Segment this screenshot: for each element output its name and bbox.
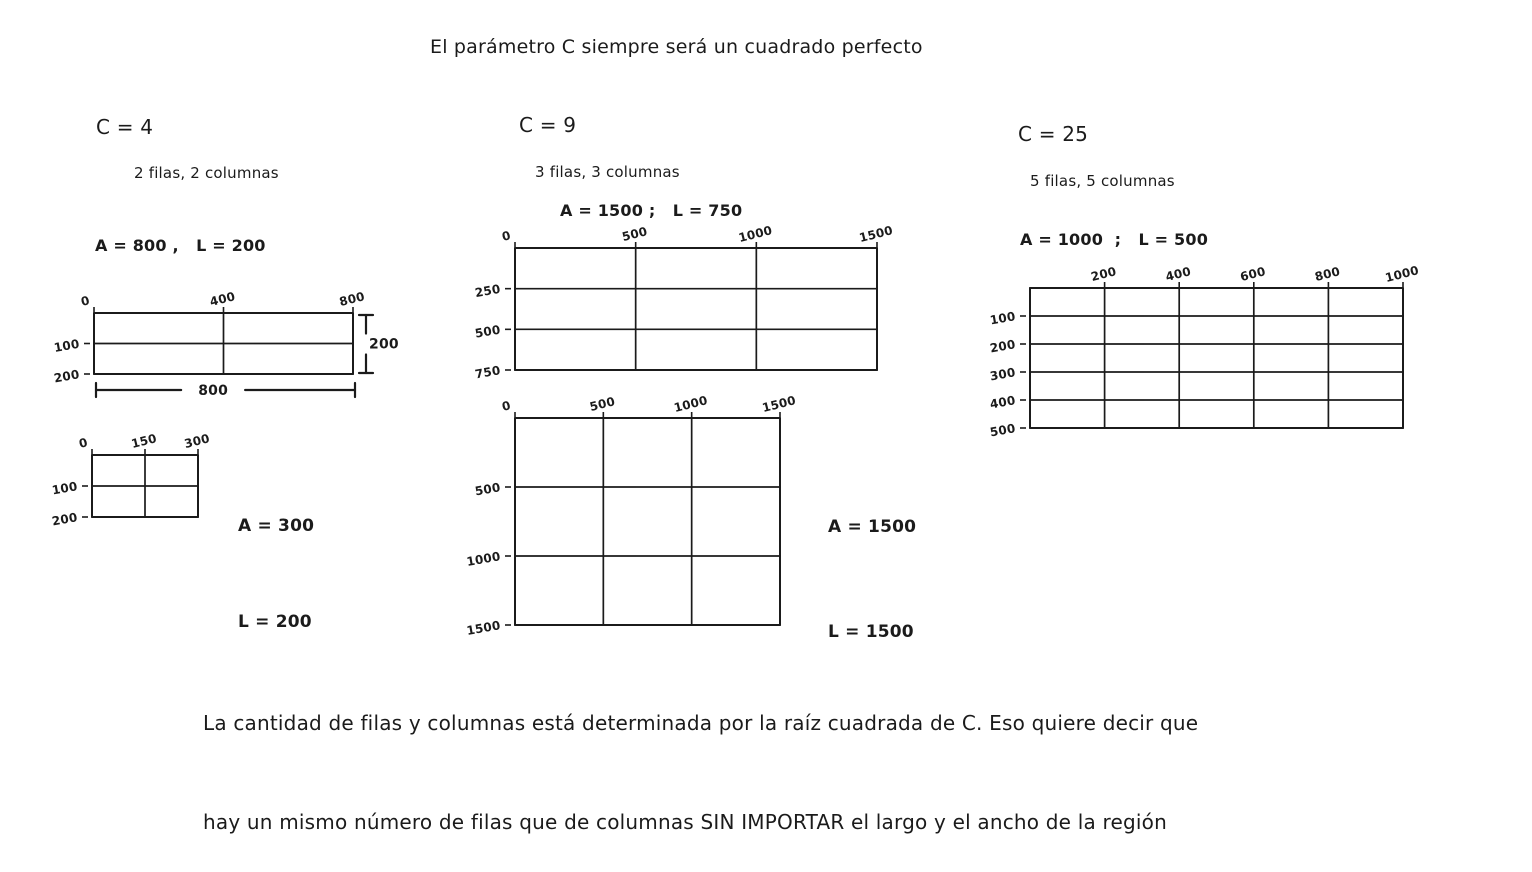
x-axis-tick-label: 600: [1238, 264, 1267, 285]
figure-c4-small: [51, 431, 211, 528]
section-c25-heading: C = 25: [1018, 122, 1089, 146]
x-axis-tick-label: 1500: [760, 393, 798, 416]
x-axis-tick-label: 0: [500, 228, 513, 244]
x-axis-tick-label: 500: [620, 224, 649, 245]
y-axis-tick-label: 200: [988, 337, 1017, 356]
section-c25-params: A = 1000 ; L = 500: [1020, 230, 1209, 249]
y-axis-tick-label: 250: [473, 281, 502, 301]
x-axis-tick-label: 1500: [857, 223, 895, 246]
x-axis-tick-label: 800: [1313, 264, 1342, 285]
x-axis-tick-label: 500: [588, 394, 617, 415]
x-axis-tick-label: 200: [1089, 264, 1118, 285]
x-axis-tick-label: 0: [500, 398, 513, 414]
y-axis-tick-label: 200: [52, 367, 81, 386]
y-axis-tick-label: 100: [50, 479, 79, 498]
section-c9-heading: C = 9: [519, 113, 577, 137]
width-dimension-label: 800: [198, 383, 229, 399]
x-axis-tick-label: 400: [208, 289, 237, 310]
page-title: El parámetro C siempre será un cuadrado perfecto: [430, 36, 923, 58]
section-c25-subheading: 5 filas, 5 columnas: [1030, 172, 1175, 190]
x-axis-tick-label: 1000: [672, 393, 709, 416]
section-c9-params: A = 1500 ; L = 750: [560, 201, 743, 220]
bottom-caption-line2: hay un mismo número de filas que de columnas SIN IMPORTAR el largo y el ancho de la región: [203, 810, 1167, 834]
x-axis-tick-label: 1000: [1383, 263, 1421, 286]
figure-c9-bottom: [465, 393, 797, 638]
y-axis-tick-label: 500: [473, 480, 502, 499]
y-axis-tick-label: 500: [473, 322, 502, 341]
x-axis-tick-label: 1000: [737, 223, 774, 246]
x-axis-tick-label: 400: [1164, 264, 1193, 285]
y-axis-tick-label: 200: [50, 510, 79, 529]
annotation-c4-small-line1: A = 300: [238, 516, 315, 536]
annotation-c4-small-line2: L = 200: [238, 612, 312, 632]
figure-c4-main: [53, 289, 399, 399]
y-axis-tick-label: 500: [988, 421, 1017, 440]
x-axis-tick-label: 150: [129, 431, 159, 452]
y-axis-tick-label: 300: [988, 365, 1017, 384]
y-axis-tick-label: 750: [473, 363, 502, 382]
x-axis-tick-label: 300: [182, 431, 212, 452]
y-axis-tick-label: 1000: [465, 549, 502, 569]
y-axis-tick-label: 400: [988, 393, 1017, 412]
section-c4-subheading: 2 filas, 2 columnas: [134, 164, 279, 182]
x-axis-tick-label: 0: [79, 293, 92, 309]
section-c9-subheading: 3 filas, 3 columnas: [535, 163, 680, 181]
x-axis-tick-label: 800: [337, 289, 367, 310]
y-axis-tick-label: 1500: [465, 618, 502, 638]
x-axis-tick-label: 0: [77, 435, 90, 451]
section-c4-heading: C = 4: [96, 115, 154, 139]
figure-c25: [989, 263, 1420, 439]
y-axis-tick-label: 100: [52, 336, 81, 355]
annotation-c9-bottom-line2: L = 1500: [828, 622, 914, 642]
annotation-c9-bottom-line1: A = 1500: [828, 517, 917, 537]
annotation-c4-small: [238, 446, 314, 670]
bottom-caption-line1: La cantidad de filas y columnas está determinada por la raíz cuadrada de C. Eso quiere decir que: [203, 711, 1199, 735]
section-c4-params: A = 800 , L = 200: [95, 236, 266, 255]
y-axis-tick-label: 100: [988, 309, 1017, 328]
figure-c9-top: [474, 223, 894, 381]
height-dimension-label: 200: [369, 336, 399, 353]
